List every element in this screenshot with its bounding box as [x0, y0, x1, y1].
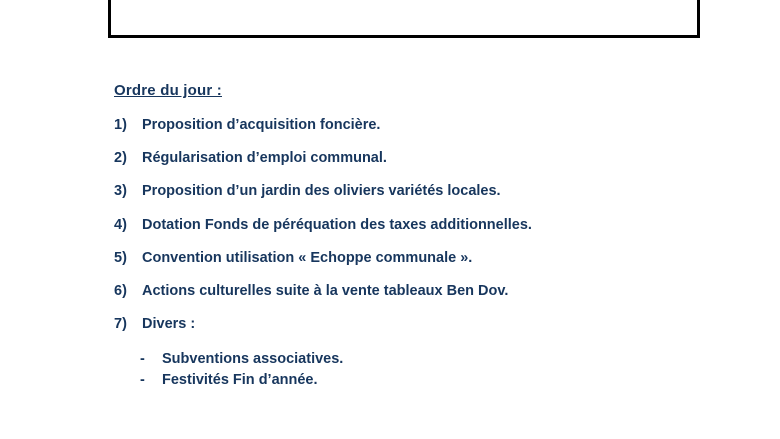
list-item-label: Divers :: [142, 316, 196, 333]
list-item-label: Convention utilisation « Echoppe communale ».: [142, 249, 473, 266]
list-item-number: 7): [114, 316, 127, 333]
list-item-number: 5): [114, 249, 127, 266]
document-content: [114, 82, 714, 391]
list-item-label: Subventions associatives.: [162, 351, 344, 368]
list-item: [140, 370, 714, 391]
list-item-label: Proposition d’un jardin des oliviers variétés locales.: [142, 183, 501, 200]
list-item-number: 2): [114, 150, 127, 167]
agenda-list: [114, 117, 714, 333]
list-item-bullet: -: [140, 351, 145, 368]
list-item-number: 6): [114, 282, 127, 299]
list-item: [114, 283, 714, 300]
list-item-bullet: -: [140, 372, 145, 389]
list-item: [114, 217, 714, 234]
list-item: [114, 117, 714, 134]
list-item-label: Festivités Fin d’année.: [162, 372, 318, 389]
page-title: Ordre du jour :: [114, 82, 222, 99]
list-item-number: 1): [114, 117, 127, 133]
list-item-label: Régularisation d’emploi communal.: [142, 150, 387, 167]
list-item-number: 3): [114, 183, 127, 200]
list-item-number: 4): [114, 216, 127, 233]
list-item: [114, 150, 714, 167]
list-item-label: Proposition d’acquisition foncière.: [142, 117, 381, 133]
list-item-label: Dotation Fonds de péréquation des taxes additionnelles.: [142, 216, 532, 233]
list-item-label: Actions culturelles suite à la vente tableaux Ben Dov.: [142, 282, 509, 299]
list-item: [114, 316, 714, 333]
agenda-sub-list: [114, 349, 714, 391]
list-item: [114, 250, 714, 267]
list-item: [114, 183, 714, 200]
header-bordered-box: [108, 0, 700, 38]
list-item: [140, 349, 714, 370]
